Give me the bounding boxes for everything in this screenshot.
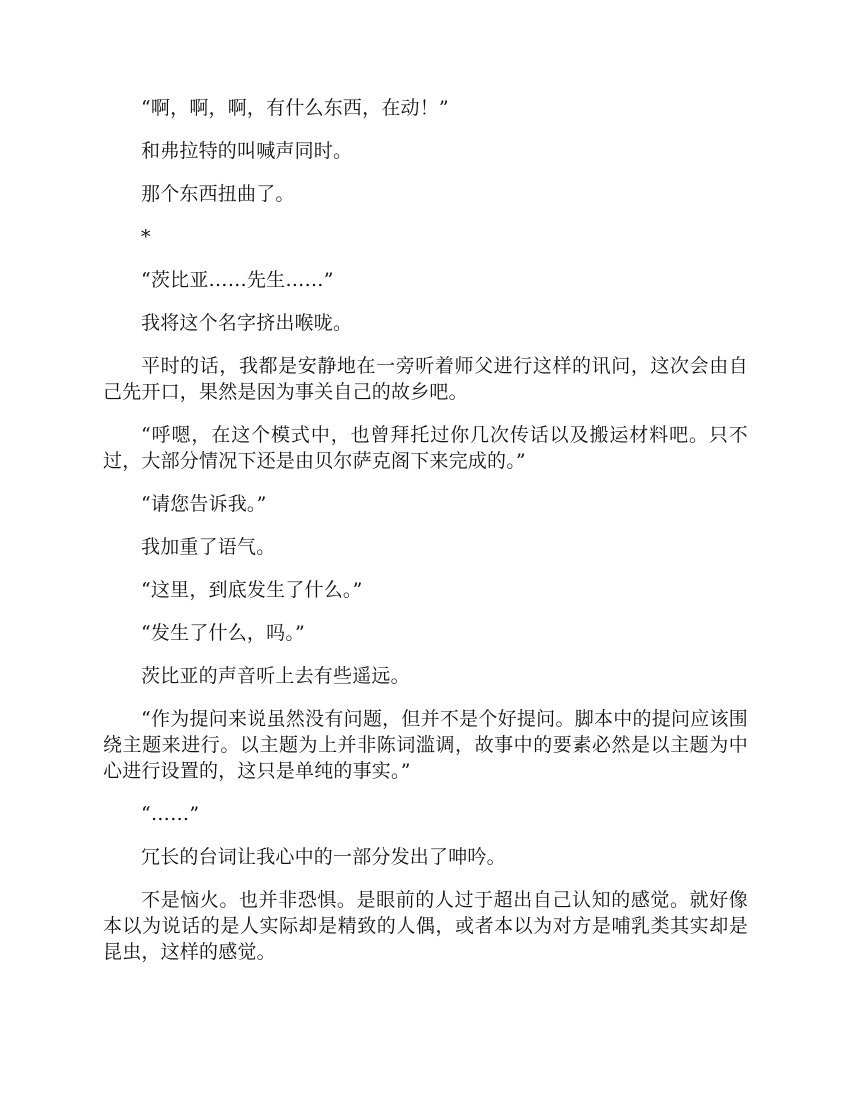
section-break: * [141, 226, 151, 248]
paragraph: “啊，啊，啊，有什么东西，在动！” [141, 97, 449, 119]
paragraph: “……” [141, 803, 200, 825]
paragraph: 我将这个名字挤出喉咙。 [141, 312, 353, 334]
paragraph: 平时的话，我都是安静地在一旁听着师父进行这样的讯问，这次会由自己先开口，果然是因为事关自己的故乡吧。 [103, 355, 748, 403]
paragraph: 我加重了语气。 [141, 536, 276, 558]
paragraph: 茨比亚的声音听上去有些遥远。 [141, 665, 410, 687]
paragraph: “请您告诉我。” [141, 493, 267, 515]
paragraph: “呼嗯，在这个模式中，也曾拜托过你几次传话以及搬运材料吧。只不过，大部分情况下还是由贝尔萨克阁下来完成的。” [103, 424, 748, 472]
paragraph: 冗长的台词让我心中的一部分发出了呻吟。 [141, 846, 506, 868]
paragraph: 和弗拉特的叫喊声同时。 [141, 140, 353, 162]
paragraph: “这里，到底发生了什么。” [141, 579, 363, 601]
paragraph: 不是恼火。也并非恐惧。是眼前的人过于超出自己认知的感觉。就好像本以为说话的是人实际却是精致的人偶，或者本以为对方是哺乳类其实却是昆虫，这样的感觉。 [103, 889, 748, 963]
paragraph: “作为提问来说虽然没有问题，但并不是个好提问。脚本中的提问应该围绕主题来进行。以主题为上并非陈词滥调，故事中的要素必然是以主题为中心进行设置的，这只是单纯的事实。” [103, 708, 748, 782]
paragraph: 那个东西扭曲了。 [141, 183, 295, 205]
paragraph: “茨比亚……先生……” [141, 269, 334, 291]
document-body [103, 95, 748, 982]
paragraph: “发生了什么，吗。” [141, 622, 305, 644]
